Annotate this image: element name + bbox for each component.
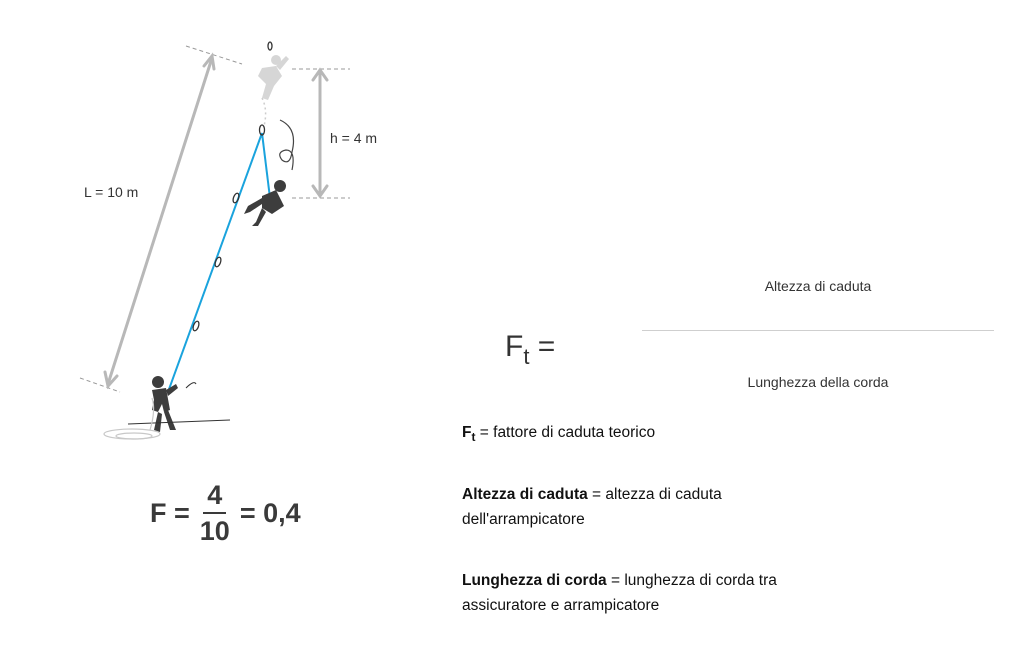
climber-before-fall-icon: [258, 55, 289, 100]
main-denominator: Lunghezza della corda: [747, 374, 889, 390]
main-symbol: F: [505, 330, 524, 363]
fallen-climber-icon: [244, 180, 286, 226]
height-label: h = 4 m: [330, 130, 378, 146]
definition-term: Altezza di caduta: [462, 486, 588, 503]
rope: [168, 133, 270, 392]
definition-term: Lunghezza di corda: [462, 572, 607, 589]
definition-text: = altezza di caduta dell'arrampicatore: [462, 486, 722, 528]
length-arrow: [105, 56, 214, 386]
definition-lunghezza: [462, 568, 862, 618]
example-fraction: [200, 480, 230, 546]
rope-swing-line: [280, 120, 294, 170]
fall-factor-diagram: [0, 0, 460, 470]
fall-trajectory: [262, 98, 266, 126]
example-formula: [150, 478, 301, 548]
height-arrow: [313, 70, 327, 196]
definition-ft: [462, 420, 882, 450]
example-numerator: 4: [203, 480, 226, 514]
climbing-fall-illustration: [0, 0, 460, 470]
definition-term-sub: t: [471, 430, 476, 444]
definition-text: = lunghezza di corda tra assicuratore e arrampicatore: [462, 572, 777, 614]
belayer-icon: [152, 376, 178, 432]
rope-coil-icon: [104, 398, 160, 439]
definition-altezza: [462, 482, 822, 532]
main-fraction-bar: [642, 330, 994, 331]
example-rhs: = 0,4: [239, 497, 301, 528]
belay-device-icon: [186, 383, 196, 388]
example-lhs: F =: [150, 497, 190, 528]
definition-term: F: [462, 424, 472, 441]
main-equals: =: [537, 330, 556, 363]
example-denominator: 10: [199, 516, 230, 546]
main-numerator: Altezza di caduta: [764, 278, 872, 294]
length-label: L = 10 m: [84, 184, 139, 200]
main-symbol-sub: t: [523, 344, 530, 369]
main-formula-lhs: [505, 330, 555, 370]
ground-line: [128, 420, 230, 424]
definition-text: = fattore di caduta teorico: [475, 424, 656, 441]
